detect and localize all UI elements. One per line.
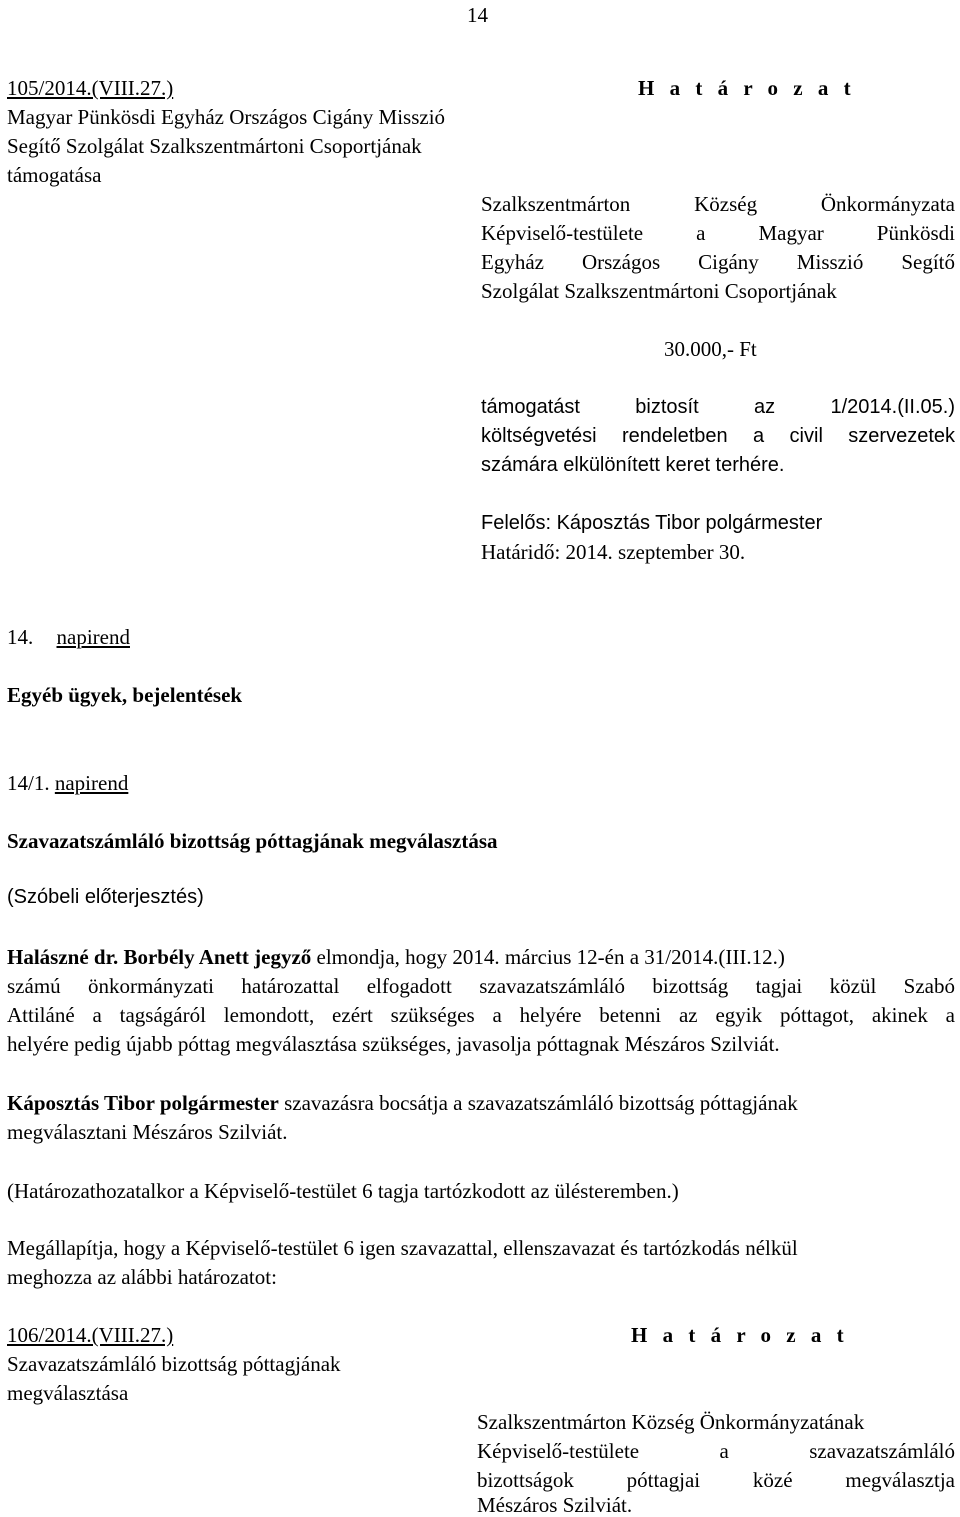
paragraph-line: Megállapítja, hogy a Képviselő-testület 6 igen szavazattal, ellenszavazat és tartózkodás nélkül xyxy=(7,1236,798,1260)
resolution-heading: H a t á r o z a t xyxy=(631,1323,849,1347)
agenda-number: 14/1. xyxy=(7,771,50,795)
resolution-body-line: Egyház Országos Cigány Misszió Segítő xyxy=(481,250,955,274)
resolution-body-line: Képviselő-testülete a szavazatszámláló xyxy=(477,1439,955,1463)
resolution-number: 106/2014.(VIII.27.) xyxy=(7,1323,174,1347)
resolution-body-line: Mészáros Szilviát. xyxy=(477,1493,633,1517)
resolution-body-line: számára elkülönített keret terhére. xyxy=(481,454,785,476)
agenda-label: napirend xyxy=(54,771,129,795)
speaker-name: Halászné dr. xyxy=(7,945,119,969)
agenda-note: (Szóbeli előterjesztés) xyxy=(7,886,204,908)
paragraph-text: elmondja, hogy 2014. március 12-én a 31/2014.(III.12.) xyxy=(311,945,785,969)
speaker-name: Káposztás Tibor polgármester xyxy=(7,1091,279,1115)
agenda-label: napirend xyxy=(56,625,130,649)
amount: 30.000,- Ft xyxy=(664,337,757,361)
resolution-body-line: költségvetési rendeletben a civil szervezetek xyxy=(481,425,955,447)
paragraph-line: megválasztani Mészáros Szilviát. xyxy=(7,1120,288,1144)
paragraph-line: meghozza az alábbi határozatot: xyxy=(7,1265,277,1289)
resolution-body-line: bizottságok póttagjai közé megválasztja xyxy=(477,1468,955,1492)
paragraph-line: (Határozathozatalkor a Képviselő-testület 6 tagja tartózkodott az ülésteremben.) xyxy=(7,1179,679,1203)
agenda-title: Egyéb ügyek, bejelentések xyxy=(7,683,243,707)
speaker-title: Borbély Anett jegyző xyxy=(123,945,312,969)
resolution-title-line: Magyar Pünkösdi Egyház Országos Cigány Misszió xyxy=(7,105,446,129)
resolution-title-line: megválasztása xyxy=(7,1381,129,1405)
page-number: 14 xyxy=(467,3,488,27)
resolution-number: 105/2014.(VIII.27.) xyxy=(7,76,174,100)
paragraph-line: számú önkormányzati határozattal elfogadott szavazatszámláló bizottság tagjai közül Szabó xyxy=(7,974,955,998)
resolution-body-line: támogatást biztosít az 1/2014.(II.05.) xyxy=(481,396,955,418)
paragraph-line xyxy=(7,1093,798,1114)
resolution-body-line: Szalkszentmárton Község Önkormányzatának xyxy=(477,1410,865,1434)
resolution-heading: H a t á r o z a t xyxy=(638,76,856,100)
resolution-body-line: Szolgálat Szalkszentmártoni Csoportjának xyxy=(481,279,837,303)
paragraph-line: Attiláné a tagságáról lemondott, ezért szükséges a helyére betenni az egyik póttagot, akinek a xyxy=(7,1003,955,1027)
paragraph-line: helyére pedig újabb póttag megválasztása szükséges, javasolja póttagnak Mészáros Szilviát. xyxy=(7,1032,780,1056)
resolution-title-line: Segítő Szolgálat Szalkszentmártoni Csoportjának xyxy=(7,134,422,158)
agenda-title: Szavazatszámláló bizottság póttagjának megválasztása xyxy=(7,829,498,853)
resolution-body-line: Képviselő-testülete a Magyar Pünkösdi xyxy=(481,221,955,245)
resolution-title-line: támogatása xyxy=(7,163,102,187)
agenda-item-number xyxy=(7,773,128,794)
resolution-body-line: Szalkszentmárton Község Önkormányzata xyxy=(481,192,955,216)
paragraph-line xyxy=(7,947,785,968)
resolution-title-line: Szavazatszámláló bizottság póttagjának xyxy=(7,1352,341,1376)
paragraph-text: szavazásra bocsátja a szavazatszámláló bizottság póttagjának xyxy=(278,1091,798,1115)
deadline: Határidő: 2014. szeptember 30. xyxy=(481,540,746,564)
agenda-number: 14. xyxy=(7,625,34,649)
agenda-item-number xyxy=(7,627,130,648)
responsible-person: Felelős: Káposztás Tibor polgármester xyxy=(481,512,823,534)
